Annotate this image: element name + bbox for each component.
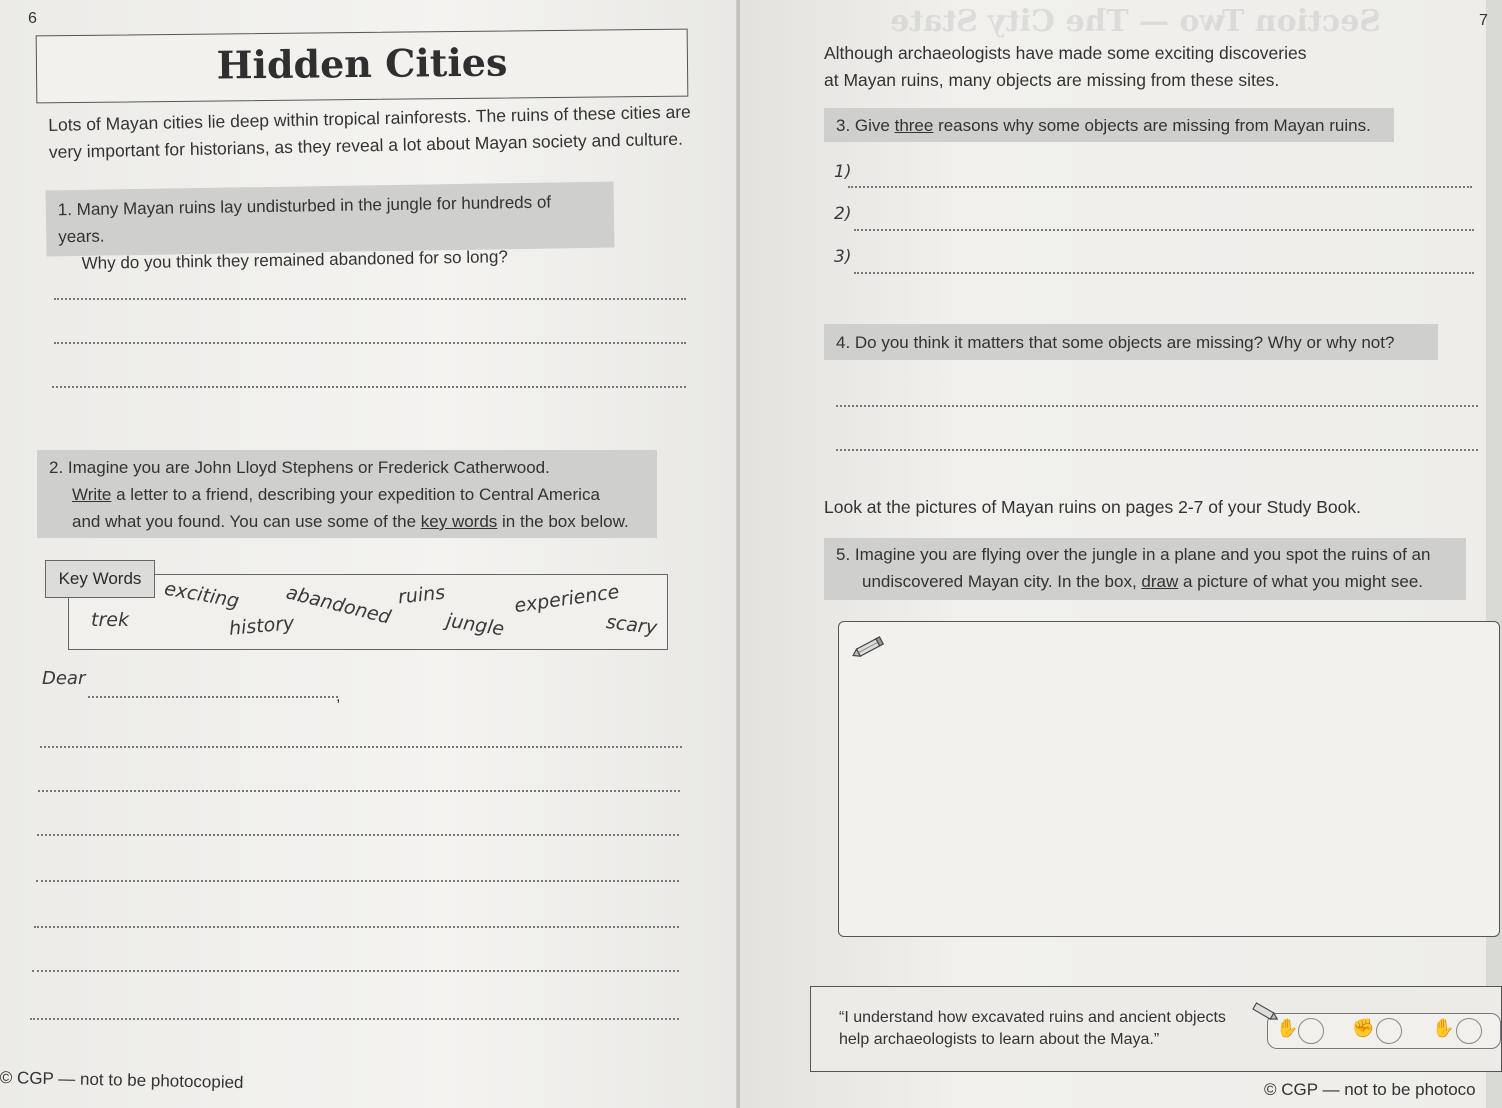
question-1 xyxy=(46,182,615,273)
rating-strip xyxy=(1267,1013,1501,1049)
question-2-line-1: 2. Imagine you are John Lloyd Stephens or Frederick Catherwood. xyxy=(49,458,550,477)
question-3-post: reasons why some objects are missing from Mayan ruins. xyxy=(933,116,1371,135)
rating-circle-good[interactable] xyxy=(1298,1018,1324,1044)
intro-text-right xyxy=(824,40,1307,94)
footer-left: © CGP — not to be photocopied xyxy=(0,1068,244,1093)
answer-label-3: 3) xyxy=(834,247,852,267)
key-word: jungle xyxy=(444,609,506,641)
answer-label-2: 2) xyxy=(834,204,852,224)
intro-line-2: very important for historians, as they reveal a lot about Mayan society and culture. xyxy=(48,128,684,162)
page-title: Hidden Cities xyxy=(216,39,508,88)
rating-circle-poor[interactable] xyxy=(1456,1018,1482,1044)
page-number-left: 6 xyxy=(28,10,37,27)
answer-line[interactable] xyxy=(836,449,1478,451)
write-word: Write xyxy=(72,485,112,504)
answer-line[interactable] xyxy=(854,229,1474,231)
letter-line[interactable] xyxy=(36,880,679,882)
answer-line[interactable] xyxy=(848,186,1472,188)
answer-line[interactable] xyxy=(854,272,1474,274)
self-assessment-line-1: “I understand how excavated ruins and ancient objects xyxy=(839,1009,1226,1026)
thumbs-sideways-icon: ✊ xyxy=(1352,1018,1375,1038)
self-assessment-line-2: help archaeologists to learn about the Maya.” xyxy=(839,1031,1160,1048)
letter-line[interactable] xyxy=(40,746,682,748)
question-2-line-3-post: in the box below. xyxy=(497,512,629,531)
answer-line[interactable] xyxy=(54,342,686,344)
answer-label-1: 1) xyxy=(834,162,852,182)
thumbs-up-icon: ✋ xyxy=(1276,1018,1299,1038)
greeting-name-line[interactable] xyxy=(88,696,338,698)
show-through-header: Section Two — The City State xyxy=(890,4,1381,39)
question-2 xyxy=(37,450,657,538)
question-1-line-2: Why do you think they remained abandoned for so long? xyxy=(81,247,508,273)
study-book-note: Look at the pictures of Mayan ruins on pages 2-7 of your Study Book. xyxy=(824,497,1361,517)
question-5-line-2 xyxy=(836,568,1454,595)
key-word: abandoned xyxy=(283,581,393,629)
thumbs-down-icon: ✋ xyxy=(1432,1018,1455,1038)
letter-line[interactable] xyxy=(30,1018,679,1020)
question-2-line-2-text: a letter to a friend, describing your expedition to Central America xyxy=(111,485,600,504)
intro-text xyxy=(48,99,692,166)
intro-right-line-1: Although archaeologists have made some exciting discoveries xyxy=(824,43,1307,63)
title-box xyxy=(36,29,689,104)
question-5-line-1: 5. Imagine you are flying over the jungle in a plane and you spot the ruins of an xyxy=(836,545,1431,564)
question-3-pre: 3. Give xyxy=(836,116,895,135)
question-5-line-2-pre: undiscovered Mayan city. In the box, xyxy=(862,572,1142,591)
key-word: scary xyxy=(604,610,659,640)
key-words-label: Key Words xyxy=(45,560,155,598)
question-2-line-2 xyxy=(49,481,645,508)
question-5-line-2-post: a picture of what you might see. xyxy=(1178,572,1423,591)
intro-right-line-2: at Mayan ruins, many objects are missing from these sites. xyxy=(824,70,1280,90)
answer-line[interactable] xyxy=(836,405,1478,407)
question-3 xyxy=(824,108,1394,142)
greeting-comma: , xyxy=(336,688,341,705)
left-page xyxy=(0,0,738,1108)
question-5 xyxy=(824,538,1466,600)
intro-line-1: Lots of Mayan cities lie deep within tropical rainforests. The ruins of these cities are xyxy=(48,101,691,135)
question-1-line-1: 1. Many Mayan ruins lay undisturbed in the jungle for hundreds of years. xyxy=(57,192,552,247)
drawing-box[interactable] xyxy=(838,621,1500,937)
key-word: experience xyxy=(512,580,621,618)
letter-line[interactable] xyxy=(34,926,679,928)
letter-line[interactable] xyxy=(37,834,679,836)
letter-line[interactable] xyxy=(38,790,680,792)
draw-word: draw xyxy=(1141,572,1179,591)
rating-circle-ok[interactable] xyxy=(1376,1018,1402,1044)
letter-greeting: Dear xyxy=(42,668,86,689)
pencil-icon xyxy=(851,634,887,660)
answer-line[interactable] xyxy=(54,298,686,300)
question-2-line-3 xyxy=(49,508,645,535)
footer-right: © CGP — not to be photoco xyxy=(1264,1080,1476,1099)
self-assessment-box xyxy=(810,986,1502,1072)
self-assessment-text xyxy=(839,1007,1226,1051)
key-words-phrase: key words xyxy=(420,512,498,531)
answer-line[interactable] xyxy=(52,386,686,388)
right-page xyxy=(740,0,1486,1108)
page-number-right: 7 xyxy=(1479,12,1488,29)
key-word: ruins xyxy=(396,581,447,609)
key-word: history xyxy=(228,612,296,640)
question-2-line-3-pre: and what you found. You can use some of the xyxy=(72,512,421,531)
three-word: three xyxy=(894,116,934,135)
key-word: exciting xyxy=(162,577,241,613)
question-4: 4. Do you think it matters that some objects are missing? Why or why not? xyxy=(824,324,1438,360)
key-word: trek xyxy=(91,609,129,631)
pencil-icon xyxy=(1249,1001,1279,1023)
letter-line[interactable] xyxy=(32,970,679,972)
